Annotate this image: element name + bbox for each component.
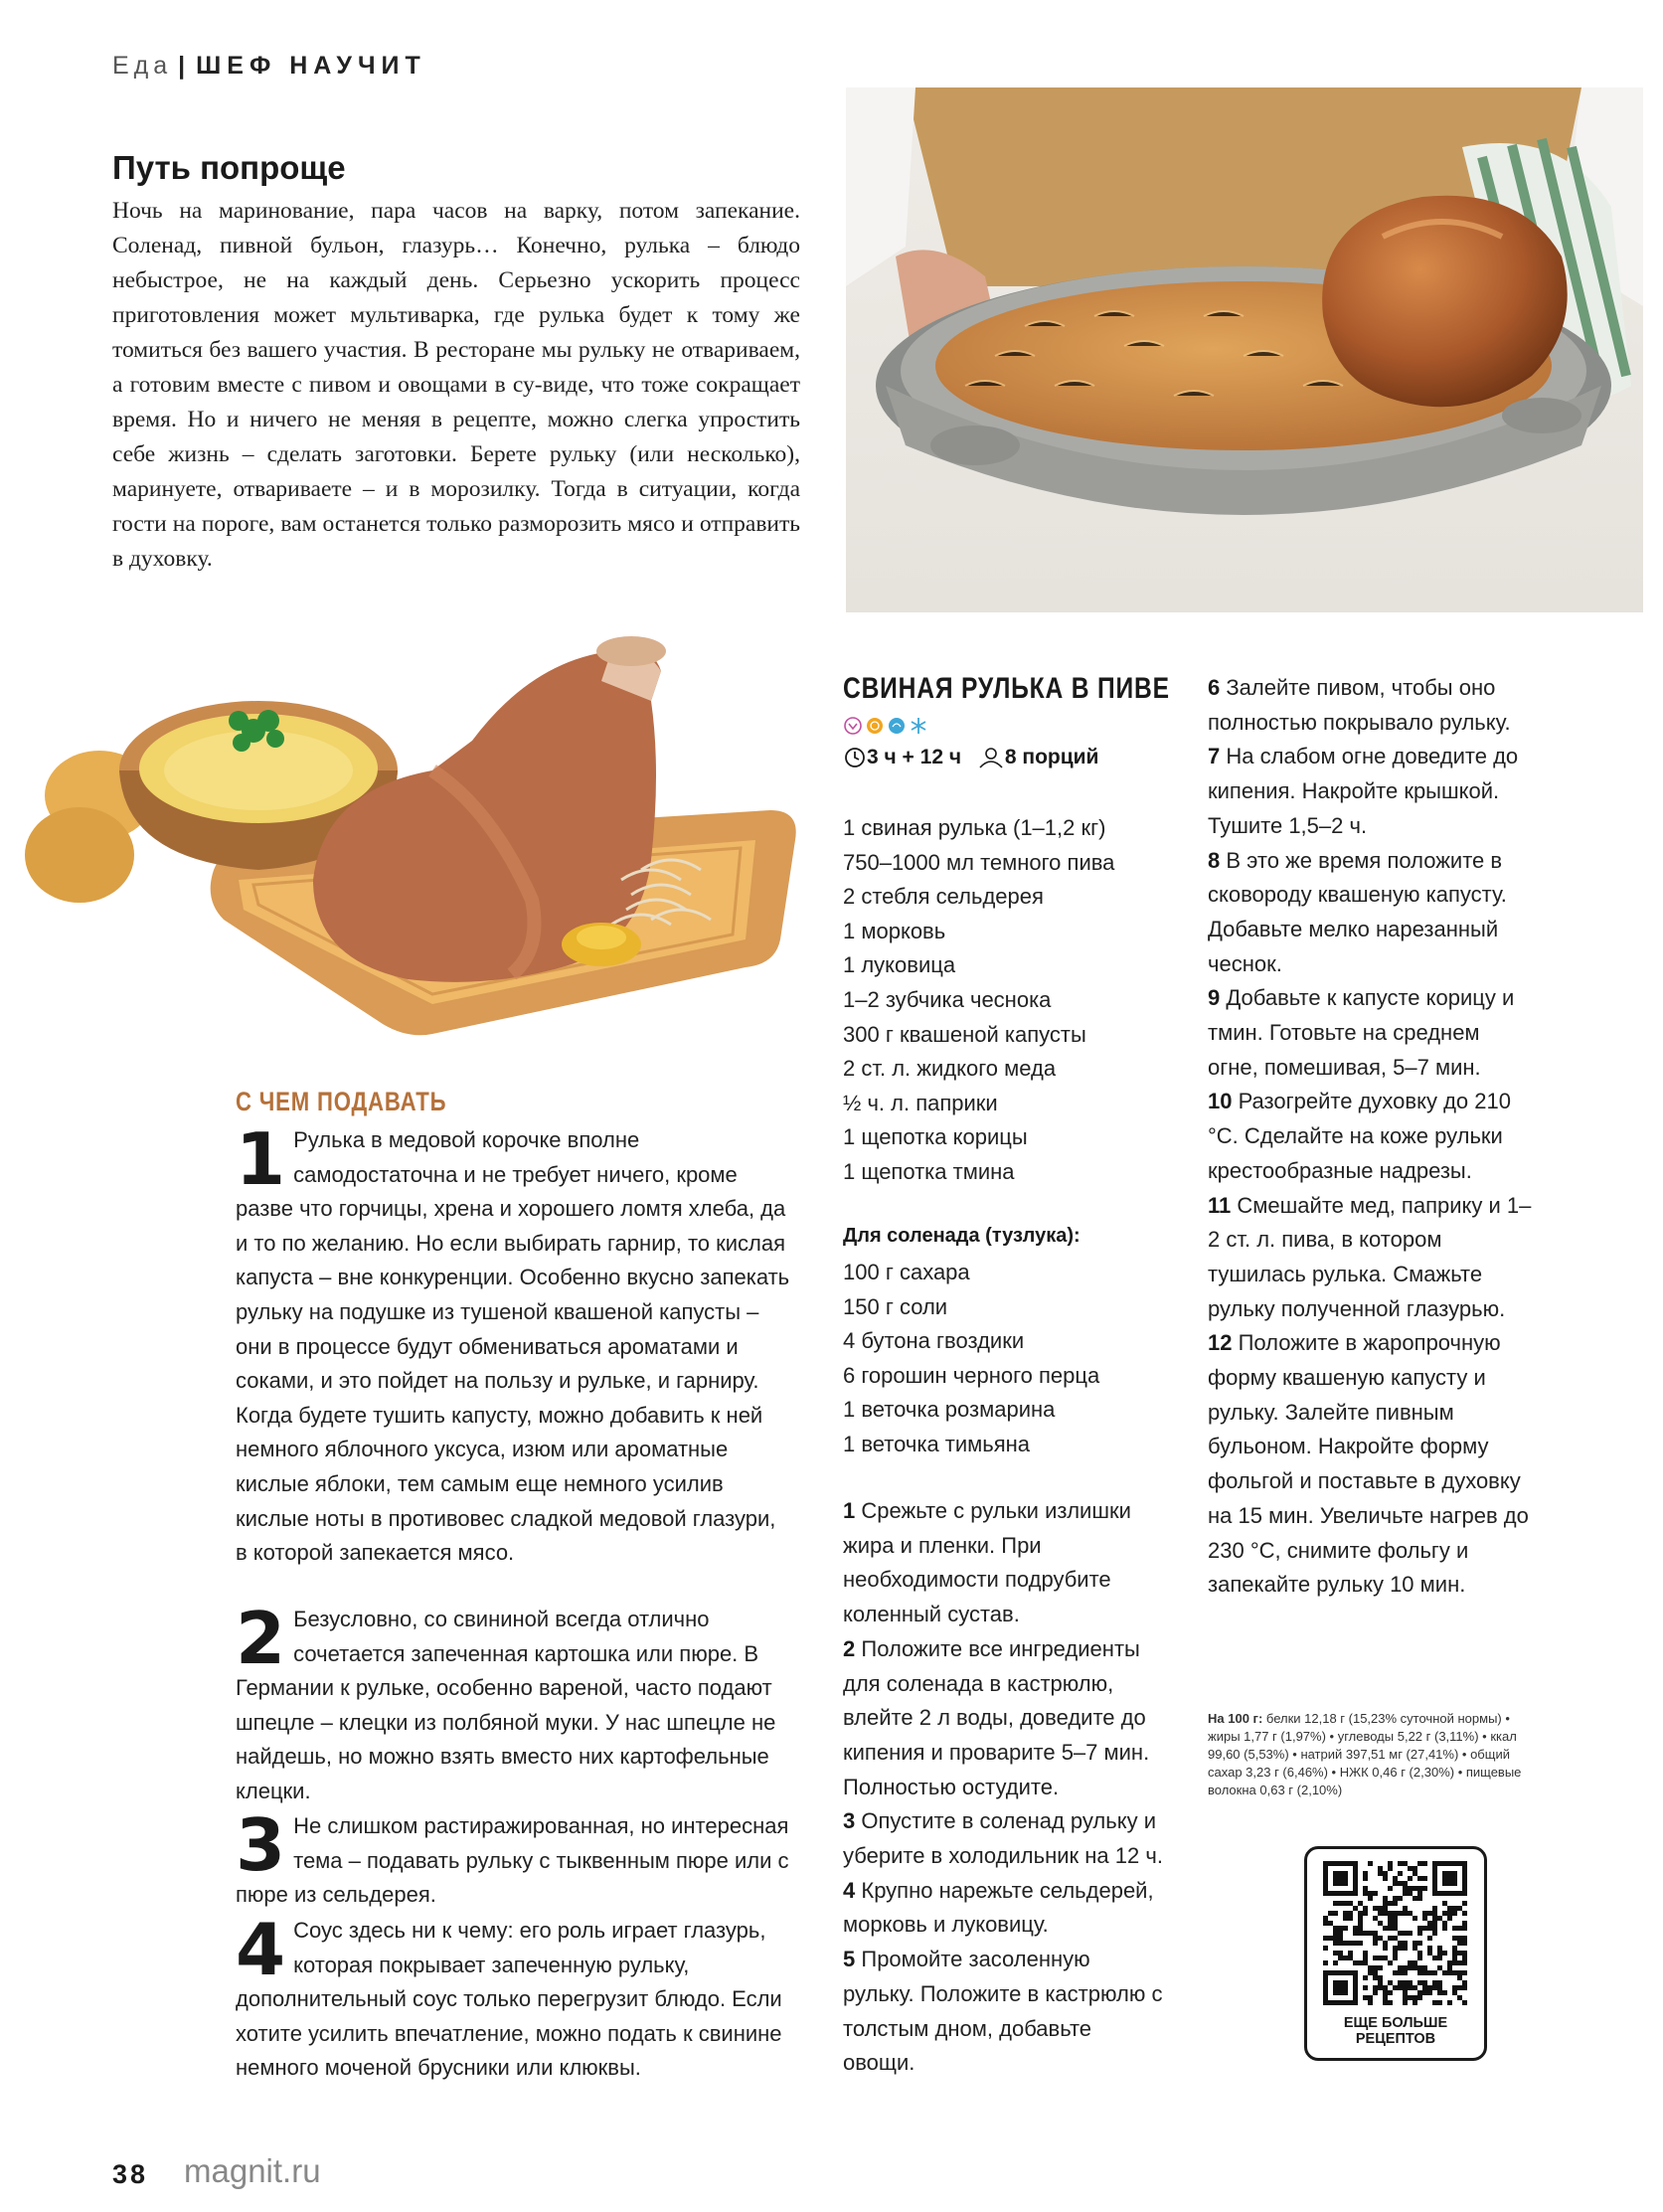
site-link[interactable]: magnit.ru bbox=[184, 2152, 321, 2189]
ingredient: 1–2 зубчика чеснока bbox=[843, 986, 1052, 1012]
step-number: 11 bbox=[1208, 1192, 1232, 1218]
step-text: Положите в жаропрочную форму квашеную капусту и рульку. Залейте пивным бульоном. Накройте форму фольгой и поставьте в духовку на 15 мин. Увеличьте нагрев до 230 °С, снимите фольгу и запекайте рульку 10 мин. bbox=[1208, 1330, 1529, 1598]
step-number: 9 bbox=[1208, 985, 1221, 1011]
step-text: Залейте пивом, чтобы оно полностью покрывало рульку. bbox=[1208, 675, 1511, 735]
brine-list bbox=[843, 1256, 1099, 1462]
serve-item-text: Рулька в медовой корочке вполне самодостаточна и не требует ничего, кроме разве что горчицы, хрена и хорошего ломтя хлеба, да и то по желанию. Но если выбирать гарнир, то кислая капуста – вне конкуренции. Особенно вкусно запекать рульку на подушке из тушеной квашеной капусты – они в процессе будут обмениваться ароматами и соками, и это пойдет на пользу и рульке, и гарниру. Когда будете тушить капусту, можно добавить к ней немного яблочного уксуса, изюм или ароматные кислые яблоки, тем самым еще немного усилив кислые ноты в противовес сладкой медовой глазури, в которой запекается мясо. bbox=[236, 1127, 790, 1566]
step-number: 2 bbox=[843, 1635, 856, 1661]
ingredient: 300 г квашеной капусты bbox=[843, 1021, 1086, 1047]
step-text: Добавьте к капусте корицу и тмин. Готовьте на среднем огне, помешивая, 5–7 мин. bbox=[1208, 985, 1515, 1080]
ingredient: 750–1000 мл темного пива bbox=[843, 849, 1115, 875]
recipe-step bbox=[1208, 981, 1536, 1085]
nutrition-info bbox=[1208, 1710, 1531, 1799]
step-text: На слабом огне доведите до кипения. Накройте крышкой. Тушите 1,5–2 ч. bbox=[1208, 744, 1519, 838]
nutrition-label: На 100 г: bbox=[1208, 1711, 1263, 1726]
step-number: 7 bbox=[1208, 744, 1221, 769]
recipe-step bbox=[1208, 1326, 1536, 1603]
step-text: Разогрейте духовку до 210 °С. Сделайте на коже рульки крестообразные надрезы. bbox=[1208, 1089, 1511, 1183]
dish-photo bbox=[846, 87, 1643, 612]
serve-item-number: 4 bbox=[236, 1908, 286, 1991]
step-text: Промойте засоленную рульку. Положите в кастрюлю с толстым дном, добавьте овощи. bbox=[843, 1947, 1163, 2076]
recipe-meta bbox=[843, 746, 1108, 775]
nutrition-values: белки 12,18 г (15,23% суточной нормы) • жиры 1,77 г (1,97%) • углеводы 5,22 г (3,11%) • ккал 99,60 (5,53%) • натрий 397,51 мг (27,41%) • общий сахар 3,23 г (6,46%) • НЖК 0,46 г (2,30%) • пищевые волокна 0,63 г (2,10%) bbox=[1208, 1711, 1522, 1797]
recipe-step bbox=[1208, 1085, 1536, 1188]
recipe-step bbox=[1208, 1189, 1536, 1327]
time bbox=[843, 746, 961, 769]
step-number: 10 bbox=[1208, 1089, 1233, 1114]
lemon-icon bbox=[867, 718, 883, 734]
step-number: 8 bbox=[1208, 847, 1221, 873]
ingredient: 1 щепотка тмина bbox=[843, 1158, 1015, 1184]
header-separator: | bbox=[178, 52, 191, 80]
knuckle-illustration bbox=[15, 621, 800, 1064]
serve-item bbox=[236, 1908, 792, 2086]
qr-caption-line2: РЕЦЕПТОВ bbox=[1355, 2031, 1436, 2047]
steps-column-right bbox=[1208, 671, 1536, 1603]
intro-title: Путь попроще bbox=[112, 149, 346, 186]
intro-text: Ночь на маринование, пара часов на варку, потом запекание. Соленад, пивной бульон, глазурь… Конечно, рулька – блюдо небыстрое, не на каждый день. Серьезно ускорить процесс приготовления может мультиварка, где рулька будет к тому же томиться без вашего участия. В ресторане мы рульку не отвариваем, а готовим вместе с пивом и овощами в су-виде, что тоже сокращает время. Но и ничего не меняя в рецепте, можно слегка упростить себе жизнь – сделать заготовки. Берете рульку (или несколько), маринуете, отвариваете – и в морозилку. Тогда в ситуации, когда гости на пороге, вам останется только разморозить мясо и отправить в духовку. bbox=[112, 198, 800, 572]
rubric-name: ШЕФ НАУЧИТ bbox=[196, 52, 426, 80]
serve-item-number: 2 bbox=[236, 1597, 286, 1680]
serve-item bbox=[236, 1597, 792, 1809]
page-number: 38 bbox=[112, 2159, 149, 2189]
recipe-title: СВИНАЯ РУЛЬКА В ПИВЕ bbox=[843, 672, 1170, 705]
step-text: Крупно нарежьте сельдерей, морковь и луковицу. bbox=[843, 1877, 1154, 1938]
brine-ingredient: 100 г сахара bbox=[843, 1260, 970, 1284]
recipe-step bbox=[1208, 844, 1536, 982]
qr-caption-line1: ЕЩЕ БОЛЬШЕ bbox=[1343, 2015, 1448, 2031]
clock-icon bbox=[843, 746, 867, 769]
hot-dish-icon bbox=[845, 718, 861, 734]
step-number: 3 bbox=[843, 1808, 856, 1834]
step-text: Срежьте с рульки излишки жира и пленки. При необходимости подрубите коленный сустав. bbox=[843, 1498, 1131, 1627]
serve-item-text: Не слишком растиражированная, но интересная тема – подавать рульку с тыквенным пюре или с пюре из сельдерея. bbox=[236, 1813, 789, 1908]
snowflake-icon bbox=[912, 718, 925, 734]
servings bbox=[977, 746, 1099, 769]
recipe-icons bbox=[843, 715, 942, 737]
ingredient: 2 стебля сельдерея bbox=[843, 884, 1044, 910]
recipe-step bbox=[843, 1943, 1166, 2081]
serve-item-number: 1 bbox=[236, 1117, 286, 1201]
time-value: 3 ч + 12 ч bbox=[867, 746, 962, 768]
ingredient: 1 морковь bbox=[843, 918, 946, 943]
person-icon bbox=[977, 746, 1005, 769]
brine-ingredient: 6 горошин черного перца bbox=[843, 1362, 1100, 1388]
step-text: В это же время положите в сковороду квашеную капусту. Добавьте мелко нарезанный чеснок. bbox=[1208, 847, 1507, 976]
ingredients-list bbox=[843, 811, 1114, 1190]
salad-icon bbox=[889, 718, 905, 734]
step-text: Смешайте мед, паприку и 1–2 ст. л. пива, в котором тушилась рулька. Смажьте рульку полученной глазурью. bbox=[1208, 1192, 1532, 1321]
brine-ingredient: 4 бутона гвоздики bbox=[843, 1328, 1025, 1354]
recipe-step bbox=[843, 1494, 1166, 1632]
ingredient: 2 ст. л. жидкого меда bbox=[843, 1056, 1057, 1082]
recipe-step bbox=[1208, 740, 1536, 843]
qr-caption bbox=[1304, 2015, 1487, 2047]
servings-value: 8 порций bbox=[1004, 746, 1099, 768]
recipe-step bbox=[843, 1804, 1166, 1873]
step-number: 5 bbox=[843, 1947, 856, 1972]
brine-title: Для соленада (тузлука): bbox=[843, 1225, 1081, 1247]
brine-ingredient: 1 веточка розмарина bbox=[843, 1397, 1056, 1423]
serve-item bbox=[236, 1117, 792, 1571]
ingredient: 1 луковица bbox=[843, 952, 956, 978]
recipe-step bbox=[843, 1874, 1166, 1943]
ingredient: 1 щепотка корицы bbox=[843, 1124, 1028, 1150]
section-name: Еда bbox=[112, 52, 173, 80]
steps-column-left bbox=[843, 1494, 1166, 2081]
step-number: 1 bbox=[843, 1498, 856, 1523]
serve-item-text: Безусловно, со свининой всегда отлично сочетается запеченная картошка или пюре. В Германии к рульке, особенно вареной, часто подают шпецле – клецки из полбяной муки. У нас шпецле не найдешь, но можно взять вместо них картофельные клецки. bbox=[236, 1607, 776, 1803]
ingredient: 1 свиная рулька (1–1,2 кг) bbox=[843, 815, 1106, 840]
step-text: Положите все ингредиенты для соленада в кастрюлю, влейте 2 л воды, доведите до кипения и проварите 5–7 мин. Полностью остудите. bbox=[843, 1635, 1150, 1799]
serve-item bbox=[236, 1803, 792, 1913]
recipe-step bbox=[843, 1632, 1166, 1805]
brine-ingredient: 1 веточка тимьяна bbox=[843, 1431, 1031, 1456]
step-number: 4 bbox=[843, 1877, 856, 1903]
ingredient: ½ ч. л. паприки bbox=[843, 1090, 998, 1115]
brine-ingredient: 150 г соли bbox=[843, 1293, 948, 1319]
step-text: Опустите в соленад рульку и уберите в холодильник на 12 ч. bbox=[843, 1808, 1163, 1869]
qr-code-icon bbox=[1307, 1849, 1484, 2016]
serve-item-number: 3 bbox=[236, 1803, 286, 1887]
serve-item-text: Соус здесь ни к чему: его роль играет глазурь, которая покрывает запеченную рульку, дополнительный соус только перегрузит блюдо. Если хотите усилить впечатление, можно подать к свинине немного моченой брусники или клюквы. bbox=[236, 1918, 782, 2081]
recipe-step bbox=[1208, 671, 1536, 740]
page-header bbox=[112, 52, 426, 81]
step-number: 12 bbox=[1208, 1330, 1233, 1356]
serve-title: С ЧЕМ ПОДАВАТЬ bbox=[236, 1087, 447, 1116]
step-number: 6 bbox=[1208, 675, 1221, 700]
